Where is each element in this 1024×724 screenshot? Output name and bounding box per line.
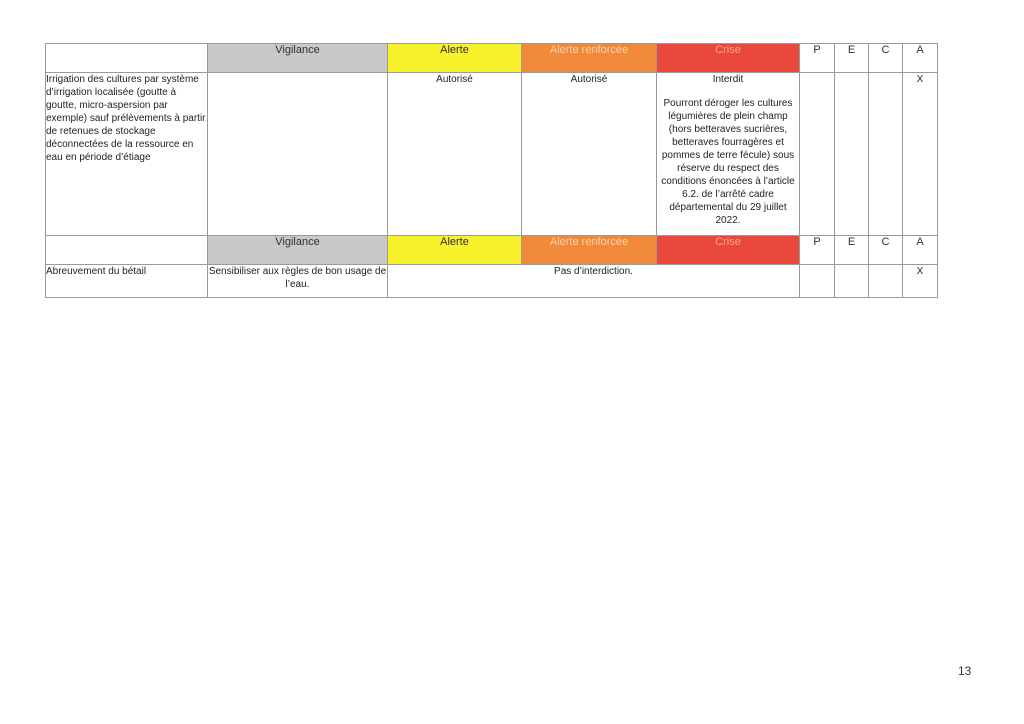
c-cell (869, 73, 903, 236)
header-vigilance: Vigilance (208, 236, 388, 265)
a-cell: X (903, 265, 938, 298)
header-a: A (903, 236, 938, 265)
crise-status: Interdit (712, 74, 744, 85)
header-alerte: Alerte (388, 236, 522, 265)
vigilance-cell (208, 73, 388, 236)
header-activity-cell (46, 236, 208, 265)
header-crise: Crise (657, 44, 800, 73)
vigilance-cell: Sensibiliser aux règles de bon usage de l’eau. (208, 265, 388, 298)
header-alerte-renforcee: Alerte renforcée (522, 44, 657, 73)
header-row-repeat (46, 236, 938, 265)
alerte-renforcee-cell: Autorisé (522, 73, 657, 236)
header-row (46, 44, 938, 73)
header-p: P (800, 236, 835, 265)
a-cell: X (903, 73, 938, 236)
crise-cell (657, 73, 800, 236)
crise-derogation-text: Pourront déroger les cultures légumières de plein champ (hors betteraves sucrières, betteraves fourragères et pommes de terre fécule) sous réserve du respect des conditions énoncées à l’article 6.2. de l’arrêté cadre départemental du 29 juillet 2022. (661, 98, 795, 226)
header-crise: Crise (657, 236, 800, 265)
table-row (46, 265, 938, 298)
header-activity-cell (46, 44, 208, 73)
header-c: C (869, 236, 903, 265)
header-e: E (835, 44, 869, 73)
p-cell (800, 265, 835, 298)
alerte-cell: Autorisé (388, 73, 522, 236)
restrictions-table (45, 43, 938, 298)
e-cell (835, 73, 869, 236)
header-c: C (869, 44, 903, 73)
header-p: P (800, 44, 835, 73)
e-cell (835, 265, 869, 298)
header-e: E (835, 236, 869, 265)
activity-cell: Irrigation des cultures par système d’irrigation localisée (goutte à goutte, micro-aspersion par exemple) sauf prélèvements à partir de retenues de stockage déconnectées de la ressource en eau en période d’étiage (46, 73, 208, 236)
table-row (46, 73, 938, 236)
header-a: A (903, 44, 938, 73)
activity-cell: Abreuvement du bétail (46, 265, 208, 298)
p-cell (800, 73, 835, 236)
header-vigilance: Vigilance (208, 44, 388, 73)
header-alerte: Alerte (388, 44, 522, 73)
c-cell (869, 265, 903, 298)
merged-levels-cell: Pas d’interdiction. (388, 265, 800, 298)
header-alerte-renforcee: Alerte renforcée (522, 236, 657, 265)
page-number: 13 (958, 664, 972, 678)
